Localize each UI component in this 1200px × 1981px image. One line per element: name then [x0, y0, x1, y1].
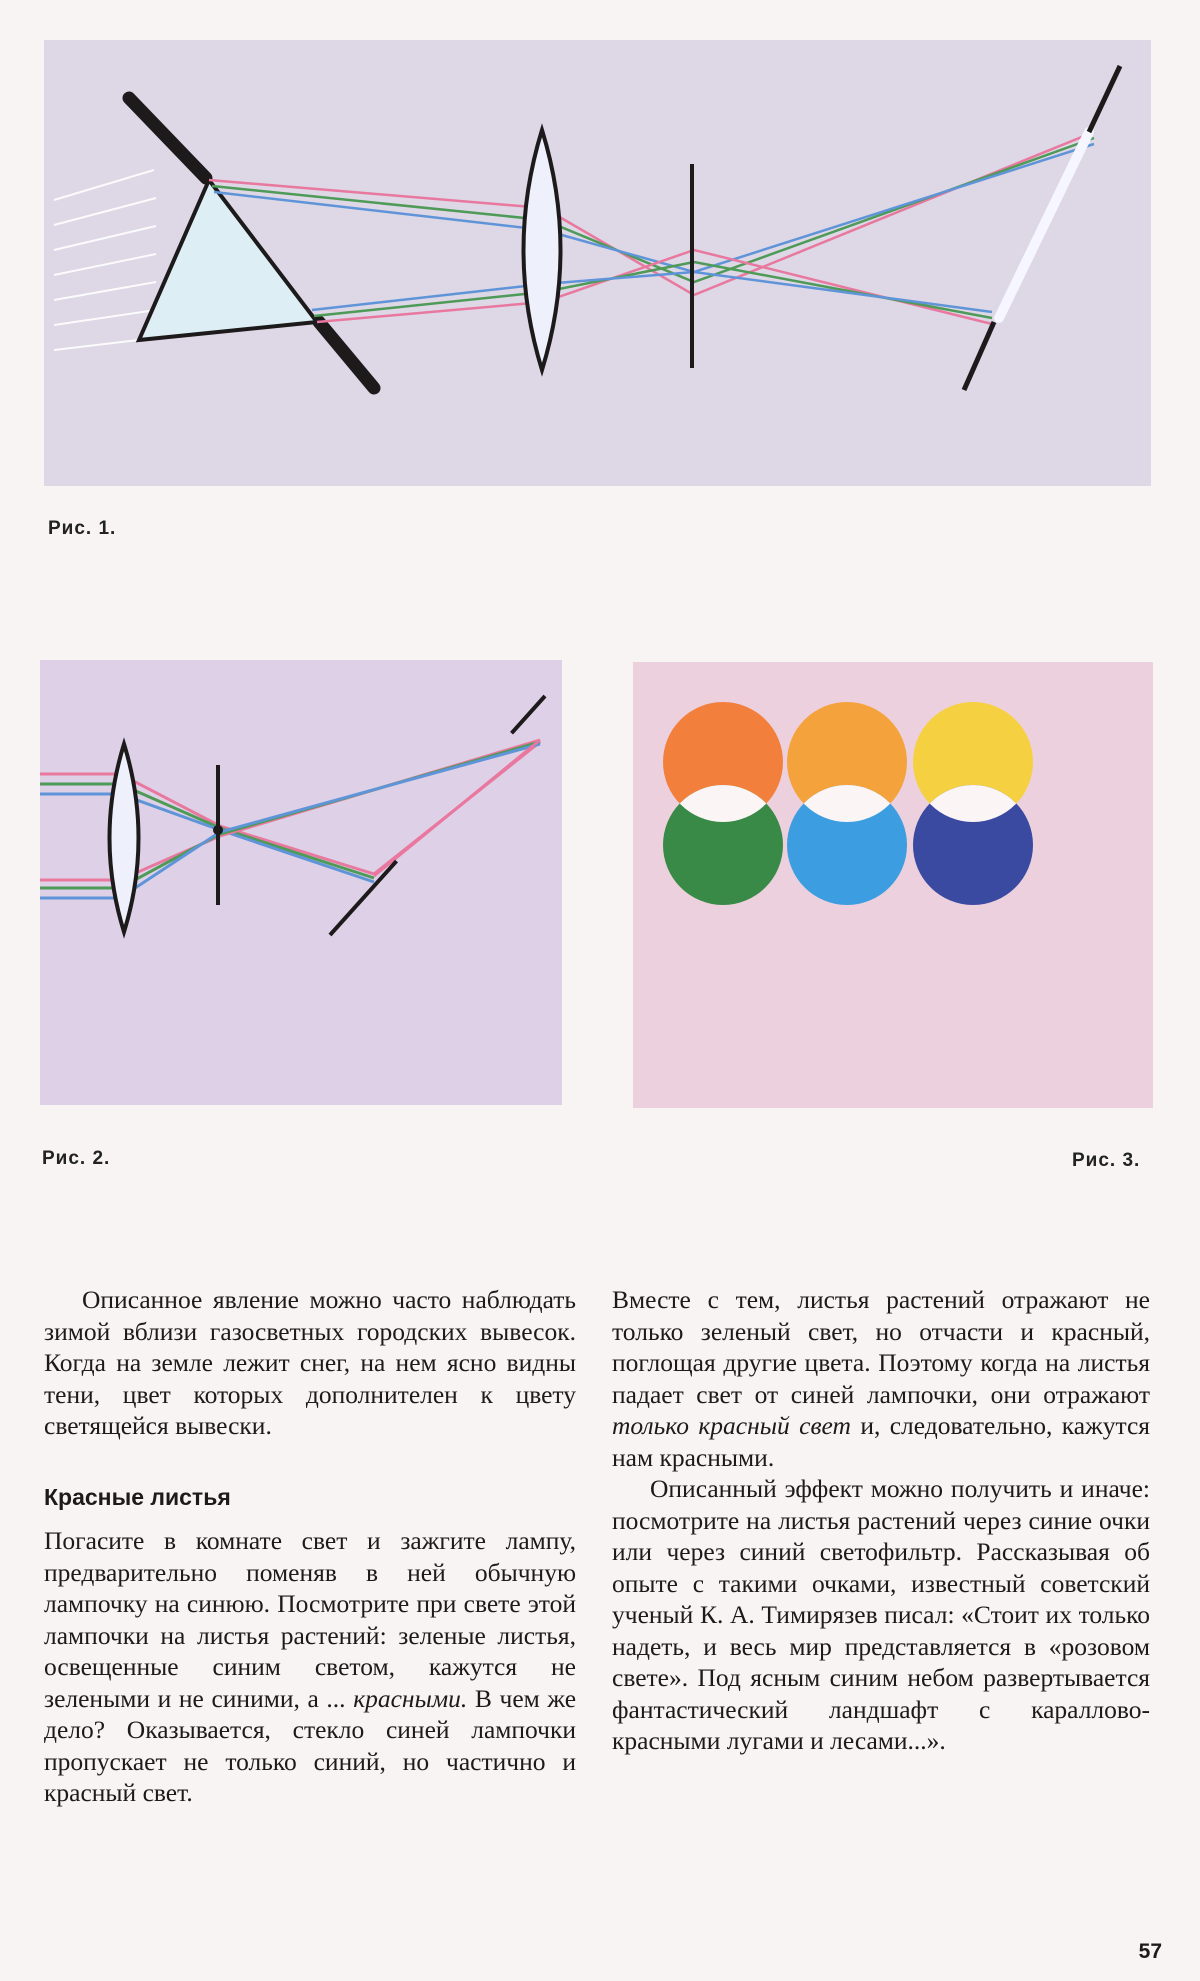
slit-top-plate: [129, 98, 206, 178]
figure-2-caption: Рис. 2.: [42, 1148, 111, 1169]
screen-top-edge: [1089, 66, 1120, 132]
slit-bottom-plate: [319, 322, 374, 388]
paragraph-neon-shadows: Описанное явление можно часто наблюдать зимой вблизи газосветных городских вывесок. Когда на земле лежит снег, на нем ясно видны тени, цвет которых дополнителен к цвету светящейся вывески.: [44, 1285, 576, 1440]
lens: [110, 744, 139, 932]
focal-point: [213, 825, 223, 835]
paragraph-timiryazev: Описанный эффект можно получить и иначе: посмотрите на листья растений через синие очки или через синий светофильтр. Рассказывая об опыте с такими очками, известный советский ученый К. А. Тимирязев писал: «Стоит их только надеть, и весь мир представляется в «розовом свете». Под ясным синим небом развертывается фантастический ландшафт с караллово-красными лугами и лесами...».: [612, 1474, 1150, 1755]
section-heading: Красные листья: [44, 1483, 231, 1510]
figure-3-caption: Рис. 3.: [1072, 1150, 1141, 1171]
figure-1: [44, 40, 1151, 486]
prism: [139, 180, 317, 340]
emphasis-red: красными.: [353, 1683, 468, 1713]
figure-1-caption: Рис. 1.: [48, 518, 117, 539]
lens: [524, 130, 561, 370]
paragraph-leaf-reflection: Вместе с тем, листья растений отражают не только зеленый свет, но отчасти и красный, поглощая другие цвета. Поэтому когда на листья падает свет от синей лампочки, они отражают только красный свет и, следовательно, кажутся нам красными.: [612, 1285, 1150, 1472]
left-column: [44, 1284, 576, 1809]
page-number: 57: [1138, 1940, 1162, 1963]
screen-bottom-edge: [964, 322, 994, 390]
emphasis-only-red: только красный свет: [612, 1411, 851, 1440]
ray-bundle-fig1: [209, 132, 1094, 324]
screen: [330, 696, 545, 935]
right-column: [612, 1284, 1150, 1757]
figure-3: [633, 662, 1153, 1108]
paragraph-red-leaves: Погасите в комнате свет и зажгите лампу, предварительно поменяв в ней обычную лампочку на синюю. Посмотрите при свете этой лампочки на листья растений: зеленые листья, освещенные синим светом, кажутся не зелеными и не синими, а ... красными. В чем же дело? Оказывается, стекло синей лампочки пропускает не только синий, но частично и красный свет.: [44, 1526, 577, 1807]
incoming-white-light: [54, 170, 156, 350]
figure-2: [40, 660, 562, 1105]
